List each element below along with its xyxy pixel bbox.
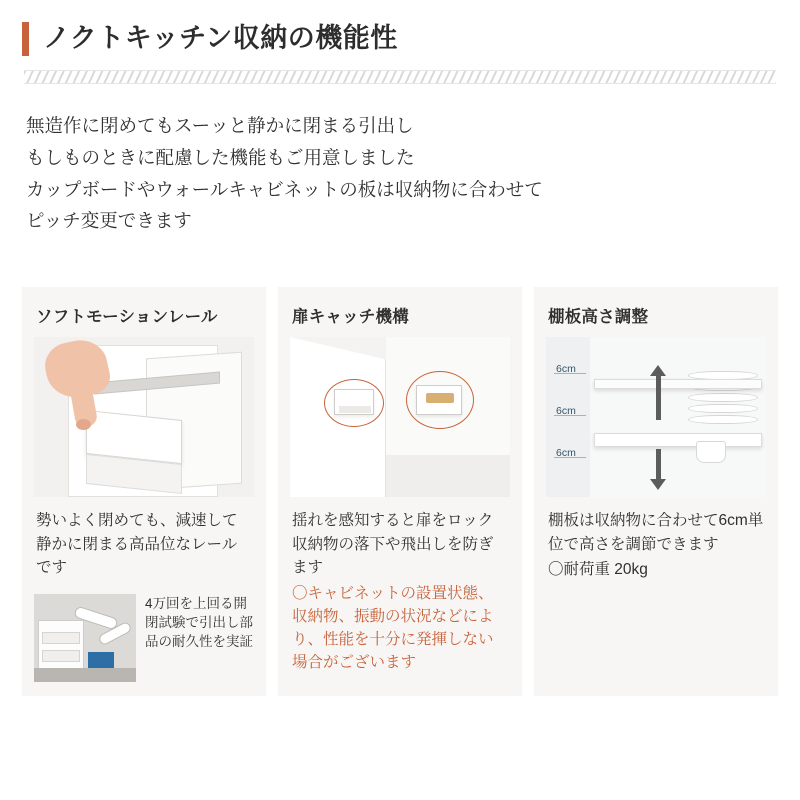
card-body-text: 勢いよく閉めても、減速して静かに閉まる高品位なレールです — [36, 512, 238, 577]
card-note-text: 〇耐荷重 20kg — [548, 561, 648, 579]
durability-test-photo — [34, 594, 136, 682]
arrow-down-icon — [650, 479, 666, 490]
intro-line-1: 無造作に閉めてもスーッと静かに閉まる引出し — [26, 115, 414, 136]
header-accent-bar — [22, 22, 29, 56]
cabinet-shadow-shape — [386, 455, 510, 497]
card-body-text: 揺れを感知すると扉をロック収納物の落下や飛出しを防ぎます — [292, 512, 494, 577]
card-title: ソフトモーションレール — [36, 308, 218, 326]
durability-subfigure — [34, 594, 254, 682]
shelf-height-figure — [546, 337, 766, 497]
page-header — [0, 0, 800, 56]
measure-label-3: 6cm — [556, 447, 576, 459]
intro-line-2: もしものときに配慮した機能もご用意しました — [26, 146, 415, 168]
shelf-upper-shape — [594, 379, 762, 389]
mug-shape — [696, 441, 726, 463]
intro-paragraph — [26, 110, 774, 237]
card-title: 扉キャッチ機構 — [292, 308, 409, 326]
arrow-up-icon — [650, 365, 666, 376]
door-catch-figure — [290, 337, 510, 497]
measure-label-1: 6cm — [556, 363, 576, 375]
soft-motion-rail-figure — [34, 337, 254, 497]
card-note-text: 〇キャビネットの設置状態、収納物、振動の状況などにより、性能を十分に発揮しない場合がございます — [292, 584, 494, 672]
intro-line-3: カップボードやウォールキャビネットの板は収納物に合わせて — [26, 178, 543, 200]
measure-label-2: 6cm — [556, 405, 576, 417]
arrow-down-stem — [656, 449, 661, 479]
card-body-text: 棚板は収納物に合わせて6cm単位で高さを調節できます — [548, 512, 764, 553]
page-title: ノクトキッチン収納の機能性 — [43, 23, 398, 54]
feature-card-soft-motion-rail — [22, 287, 266, 696]
durability-caption: 4万回を上回る開閉試験で引出し部品の耐久性を実証 — [145, 595, 253, 649]
highlight-circle-left — [324, 379, 384, 427]
shelf-adjustable-shape — [594, 433, 762, 447]
feature-card-list — [22, 287, 778, 696]
intro-line-4: ピッチ変更できます — [26, 210, 192, 232]
hand-icon — [46, 341, 116, 427]
highlight-circle-right — [406, 371, 474, 429]
feature-card-door-catch — [278, 287, 522, 696]
feature-card-shelf-height — [534, 287, 778, 696]
card-title: 棚板高さ調整 — [548, 308, 649, 326]
arrow-up-stem — [656, 376, 661, 420]
hatch-divider — [24, 70, 776, 84]
